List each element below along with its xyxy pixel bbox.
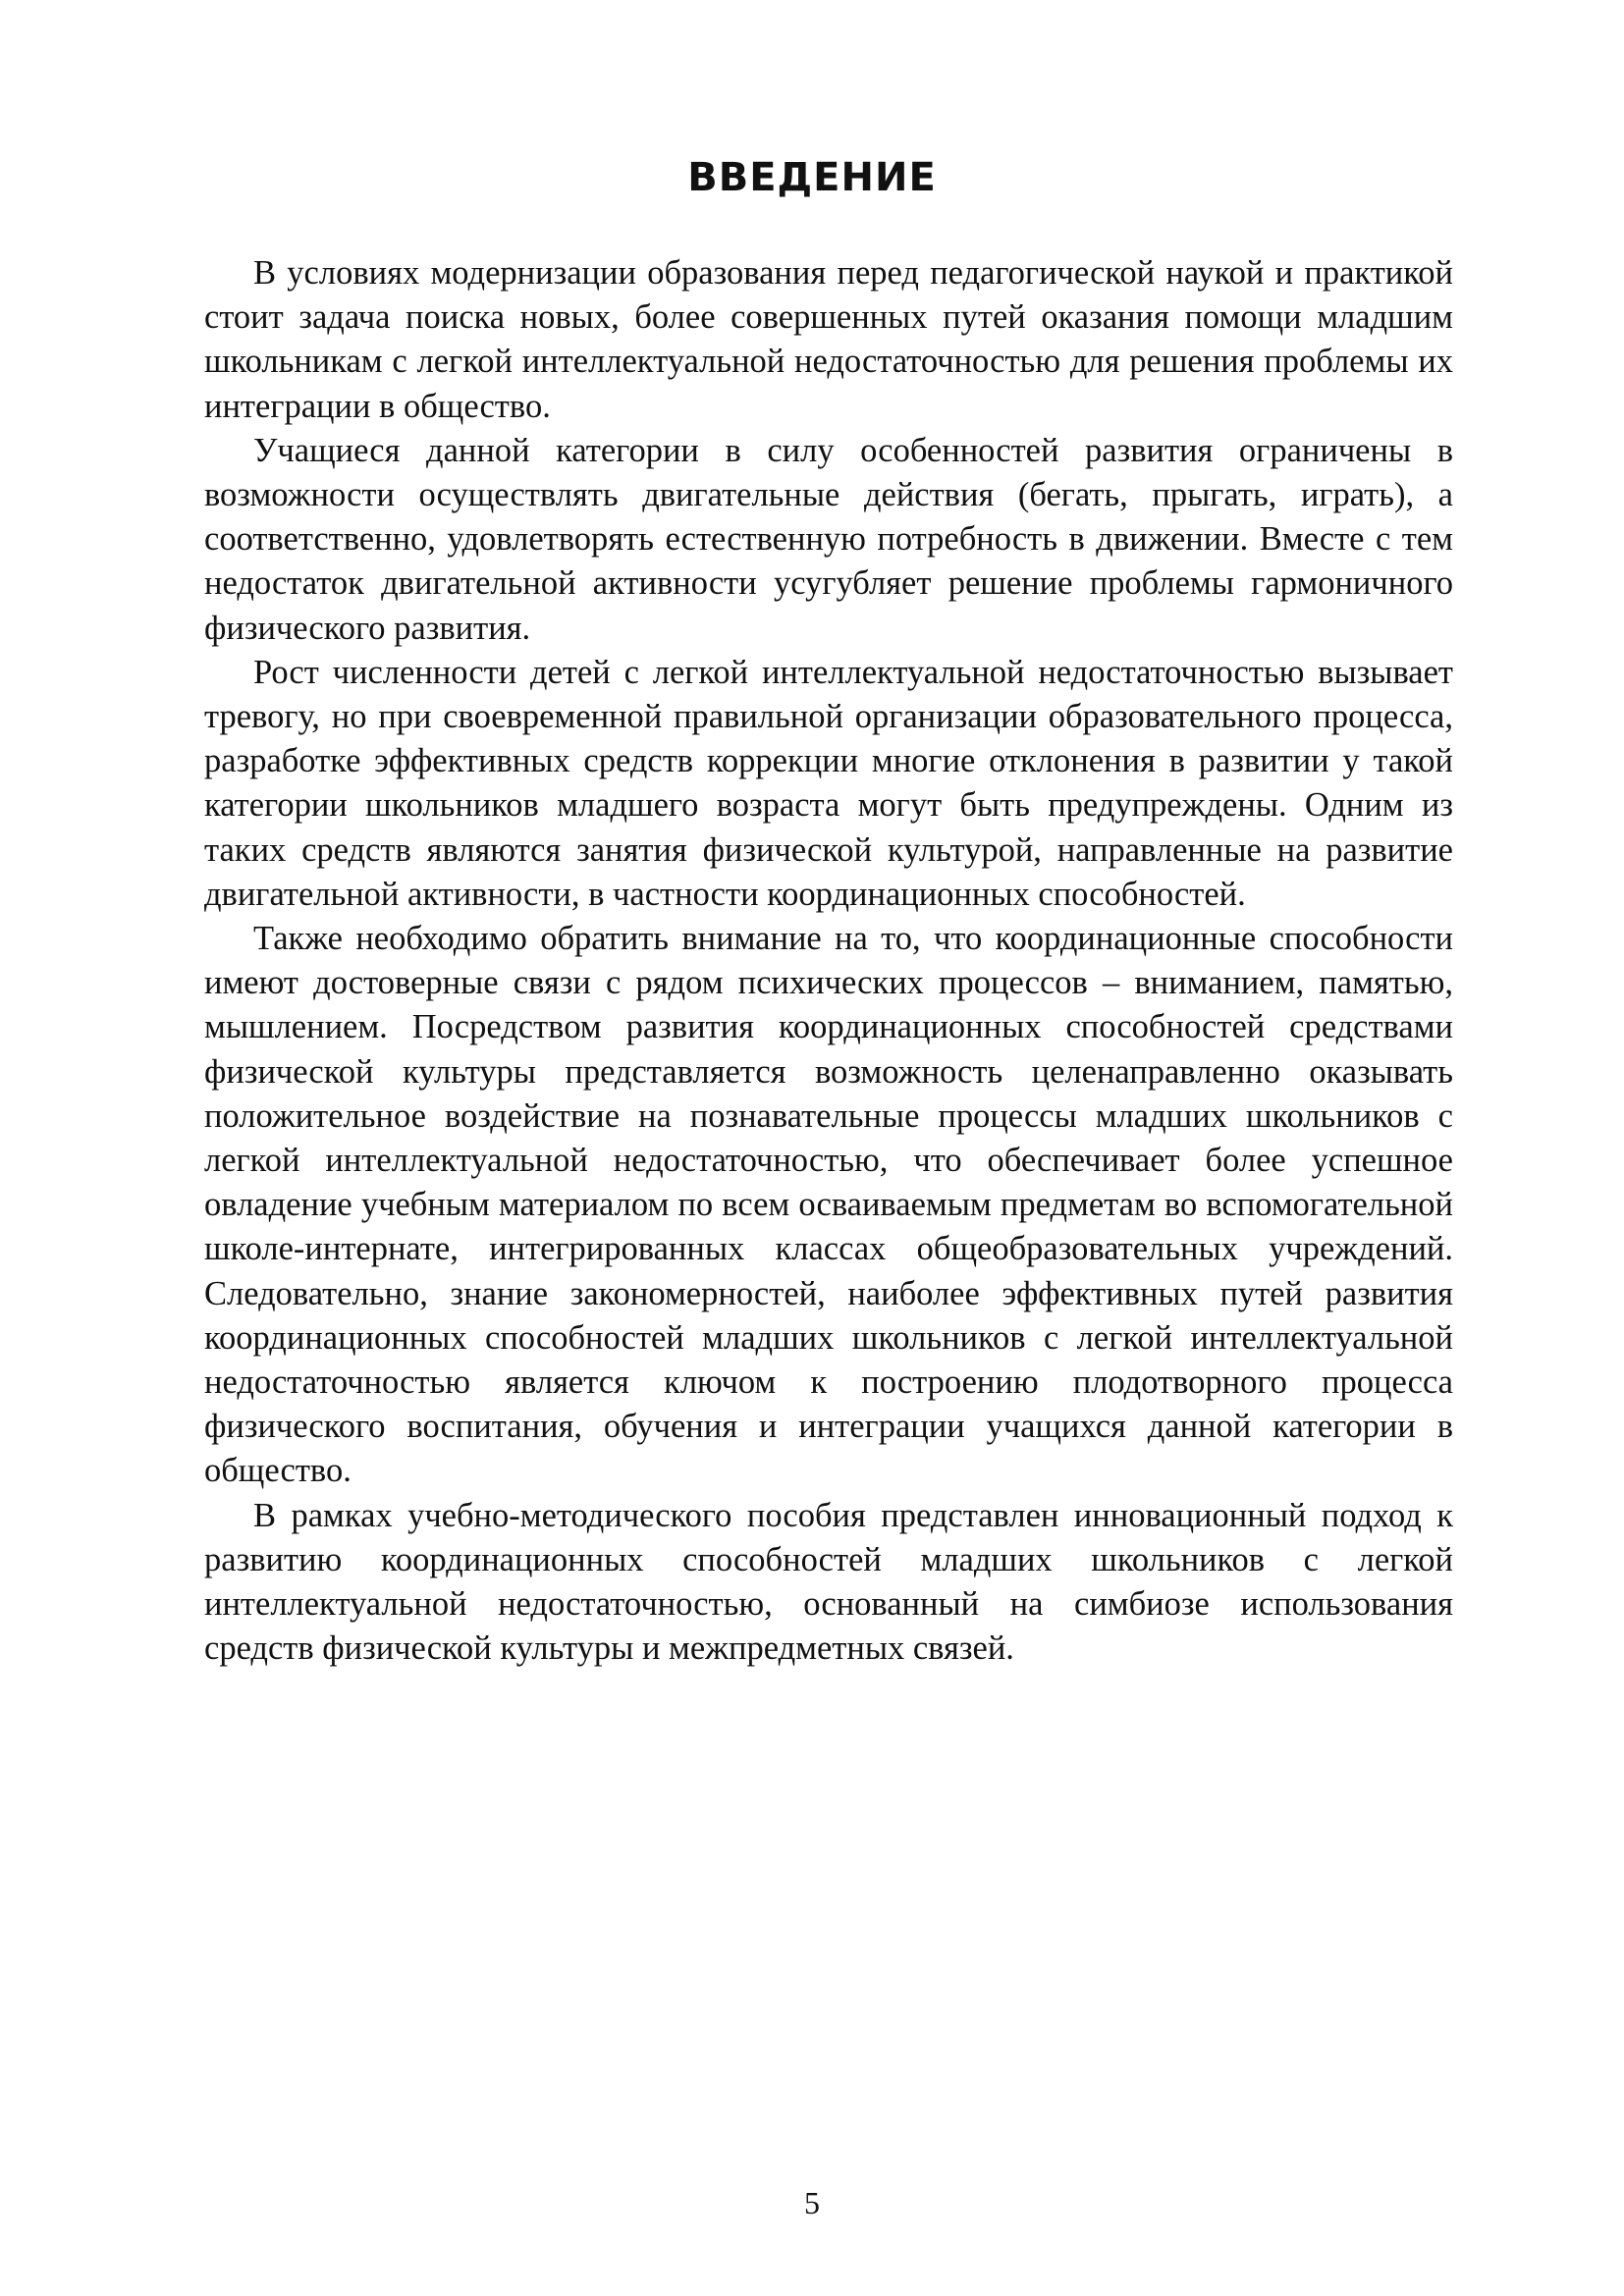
body-text — [204, 251, 1453, 1672]
page-number: 5 — [804, 2185, 820, 2220]
paragraph-1: В условиях модернизации образования перед педагогической наукой и практикой стоит задача поиска новых, более совершенных путей оказания помощи младшим школьникам с легкой интеллектуальной недостаточностью для решения проблемы их интеграции в общество. — [204, 254, 1453, 425]
page-title: ВВЕДЕНИЕ — [687, 155, 937, 200]
paragraph-5: В рамках учебно-методического пособия представлен инновационный подход к развитию координационных способностей младших школьников с легкой интеллектуальной недостаточностью, основанный на симбиозе использования средств физической культуры и межпредметных связей. — [204, 1496, 1453, 1668]
paragraph-2: Учащиеся данной категории в силу особенностей развития ограничены в возможности осуществлять двигательные действия (бегать, прыгать, играть), а соответственно, удовлетворять естественную потребность в движении. Вместе с тем недостаток двигательной активности усугубляет решение проблемы гармоничного физического развития. — [204, 431, 1453, 647]
paragraph-3: Рост численности детей с легкой интеллектуальной недостаточностью вызывает тревогу, но при своевременной правильной организации образовательного процесса, разработке эффективных средств коррекции многие отклонения в развитии у такой категории школьников младшего возраста могут быть предупреждены. Одним из таких средств являются занятия физической культурой, направленные на развитие двигательной активности, в частности координационных способностей. — [204, 653, 1453, 913]
paragraph-4: Также необходимо обратить внимание на то, что координационные способности имеют достоверные связи с рядом психических процессов – вниманием, памятью, мышлением. Посредством развития координационных способностей средствами физической культуры представляется возможность целенаправленно оказывать положительное воздействие на познавательные процессы младших школьников с легкой интеллектуальной недостаточностью, что обеспечивает более успешное овладение учебным материалом по всем осваиваемым предметам во вспомогательной школе-интернате, интегрированных классах общеобразовательных учреждений. Следовательно, знание закономерностей, наиболее эффективных путей развития координационных способностей младших школьников с легкой интеллектуальной недостаточностью является ключом к построению плодотворного процесса физического воспитания, обучения и интеграции учащихся данной категории в общество. — [204, 920, 1453, 1490]
